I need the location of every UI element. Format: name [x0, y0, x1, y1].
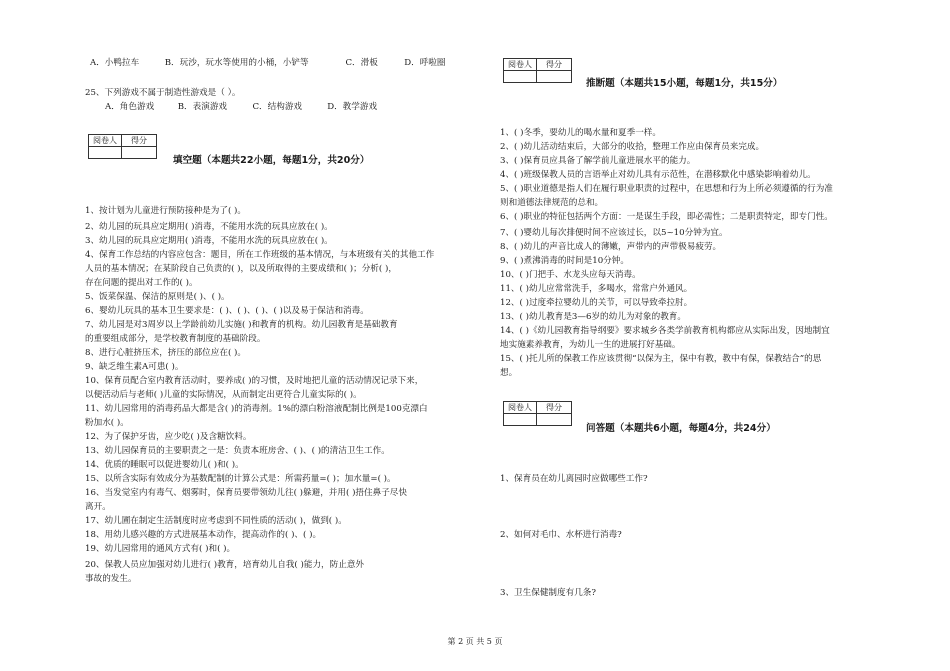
fill-line: 15、以所含实际有效成分为基数配制的计算公式是：所需药量=( )；加水量=( )。 — [85, 474, 396, 484]
judge-line: 8、( )幼儿的声音比成人的薄嫩，声带内的声带极易疲劳。 — [500, 242, 722, 252]
page-footer: 第 2 页 共 5 页 — [447, 637, 503, 646]
judge-line: 则和道德法律规范的总和。 — [500, 198, 604, 208]
fill-line: 离开。 — [85, 502, 111, 512]
fill-line: 的重要组成部分，是学校教育制度的基础阶段。 — [85, 334, 266, 344]
fill-line: 3、幼儿园的玩具应定期用( )消毒，不能用水洗的玩具应放在( )。 — [85, 236, 333, 246]
judge-line: 14、( )《幼儿园教育指导纲要》要求城乡各类学前教育机构都应从实际出发，因地制宜 — [500, 326, 830, 336]
fill-line: 6、婴幼儿玩具的基本卫生要求是：( )、( )、( )、( )以及易于保洁和消毒。 — [85, 306, 369, 316]
judge-line: 地实施素养教育，为幼儿一生的进展打好基础。 — [500, 340, 681, 350]
fill-line: 16、当发觉室内有毒气、烟雾时，保育员要带领幼儿往( )躲避，并用( )捂住鼻子尽快 — [85, 488, 407, 498]
fill-line: 以便活动后与老师( )儿童的实际情况，从而制定出更符合儿童实际的( )。 — [85, 390, 362, 400]
score-label: 得分 — [537, 59, 572, 71]
qa-question: 3、卫生保健制度有几条? — [500, 588, 597, 598]
grader-cell — [504, 414, 537, 426]
fill-line: 粉加水( )。 — [85, 418, 129, 428]
q24-option-a: A．小鸭拉车 — [90, 58, 140, 68]
q25-question: 25、下列游戏不属于制造性游戏是（ ）。 — [85, 88, 241, 98]
q25-option-d: D．教学游戏 — [327, 102, 378, 112]
score-cell — [537, 414, 572, 426]
judge-line: 15、( )托儿所的保教工作应该贯彻“以保为主，保中有教，教中有保，保教结合”的思 — [500, 354, 822, 364]
fill-line: 8、进行心脏挤压术，挤压的部位应在( )。 — [85, 348, 246, 358]
fill-line: 19、幼儿园常用的通风方式有( )和( )。 — [85, 544, 236, 554]
score-cell — [537, 71, 572, 83]
grader-box — [88, 134, 157, 159]
fill-line: 10、保育员配合室内教育活动时，要养成( )的习惯，及时地把儿童的活动情况记录下来， — [85, 376, 424, 386]
qa-question: 1、保育员在幼儿离园时应做哪些工作? — [500, 474, 648, 484]
judge-line: 12、( )过度牵拉婴幼儿的关节，可以导致牵拉肘。 — [500, 298, 693, 308]
grader-box — [503, 401, 572, 426]
q25-option-c: C．结构游戏 — [252, 102, 303, 112]
fill-line: 5、饭菜保温、保洁的原则是( )、( )。 — [85, 292, 230, 302]
q25-option-a: A．角色游戏 — [105, 102, 155, 112]
score-label: 得分 — [537, 402, 572, 414]
fill-line: 4、保育工作总结的内容应包含：题目，所在工作班级的基本情况，与本班级有关的其他工作 — [85, 250, 435, 260]
judge-line: 5、( )职业道德是指人们在履行职业职责的过程中，在思想和行为上所必须遵循的行为准 — [500, 184, 833, 194]
judge-line: 9、( )煮沸消毒的时间是10分钟。 — [500, 256, 629, 266]
grader-label: 阅卷人 — [504, 402, 537, 414]
judge-line: 6、( )职业的特征包括两个方面：一是谋生手段，即必需性；二是职责特定，即专门性。 — [500, 212, 833, 222]
judge-line: 2、( )幼儿活动结束后，大部分的收拾，整理工作应由保育员来完成。 — [500, 142, 765, 152]
fill-line: 存在问题的提出对工作的( )。 — [85, 278, 198, 288]
q25-option-b: B．表演游戏 — [177, 102, 228, 112]
q24-option-c: C．滑板 — [345, 58, 378, 68]
judge-line: 7、( )婴幼儿每次排便时间不应该过长，以5~10分钟为宜。 — [500, 228, 728, 238]
fill-line: 14、优质的睡眠可以促进婴幼儿( )和( )。 — [85, 460, 244, 470]
fill-line: 2、幼儿园的玩具应定期用( )消毒，不能用水洗的玩具应放在( )。 — [85, 222, 333, 232]
fill-line: 12、为了保护牙齿，应少吃( )及含糖饮料。 — [85, 432, 252, 442]
judge-line: 1、( )冬季，要幼儿的喝水量和夏季一样。 — [500, 128, 661, 138]
judge-line: 13、( )幼儿教育是3—6岁的幼儿为对象的教育。 — [500, 312, 686, 322]
qa-question: 2、如何对毛巾、水杯进行消毒? — [500, 530, 622, 540]
fill-line: 人员的基本情况；在某阶段自己负责的( )，以及所取得的主要成绩和( )；分析( )， — [85, 264, 397, 274]
fill-line: 20、保教人员应加强对幼儿进行( )教育，培育幼儿自我( )能力，防止意外 — [85, 560, 365, 570]
grader-label: 阅卷人 — [89, 135, 122, 147]
q24-option-d: D．呼啦圈 — [404, 58, 446, 68]
judge-section-title: 推断题（本题共15小题，每题1分，共15分） — [586, 78, 783, 89]
qa-section-title: 问答题（本题共6小题，每题4分，共24分） — [586, 423, 776, 434]
fill-line: 9、缺乏维生素A可患( )。 — [85, 362, 184, 372]
fill-line: 18、用幼儿感兴趣的方式进展基本动作，提高动作的( )、( )。 — [85, 530, 322, 540]
fill-line: 13、幼儿园保育员的主要职责之一是：负责本班房舍、( )、( )的清洁卫生工作。 — [85, 446, 390, 456]
fill-line: 17、幼儿圃在制定生活制度时应考虑到不同性质的活动( )，做到( )。 — [85, 516, 347, 526]
q25-options — [85, 102, 377, 113]
grader-box — [503, 58, 572, 83]
score-label: 得分 — [122, 135, 157, 147]
q24-options — [85, 58, 445, 69]
fill-line: 1、按计划为儿童进行预防接种是为了( )。 — [85, 206, 246, 216]
q24-option-b: B．玩沙，玩水等使用的小桶，小铲等 — [164, 58, 309, 68]
judge-line: 想。 — [500, 368, 518, 378]
judge-line: 11、( )幼儿应常常洗手，多喝水，常常户外通风。 — [500, 284, 693, 294]
fill-line: 11、幼儿园常用的消毒药品大都是含( )的消毒剂。1%的漂白粉溶液配制比例是100克漂白 — [85, 404, 428, 414]
grader-label: 阅卷人 — [504, 59, 537, 71]
grader-cell — [504, 71, 537, 83]
grader-cell — [89, 147, 122, 159]
fill-section-title: 填空题（本题共22小题，每题1分，共20分） — [173, 155, 370, 166]
fill-line: 事故的发生。 — [85, 574, 137, 584]
judge-line: 10、( )门把手、水龙头应每天消毒。 — [500, 270, 641, 280]
fill-line: 7、幼儿园是对3周岁以上学龄前幼儿实施( )和教育的机构。幼儿园教育是基础教育 — [85, 320, 398, 330]
judge-line: 4、( )班级保教人员的言语举止对幼儿具有示范性，在潜移默化中感染影响着幼儿。 — [500, 170, 816, 180]
score-cell — [122, 147, 157, 159]
judge-line: 3、( )保育员应具备了解学前儿童进展水平的能力。 — [500, 156, 696, 166]
